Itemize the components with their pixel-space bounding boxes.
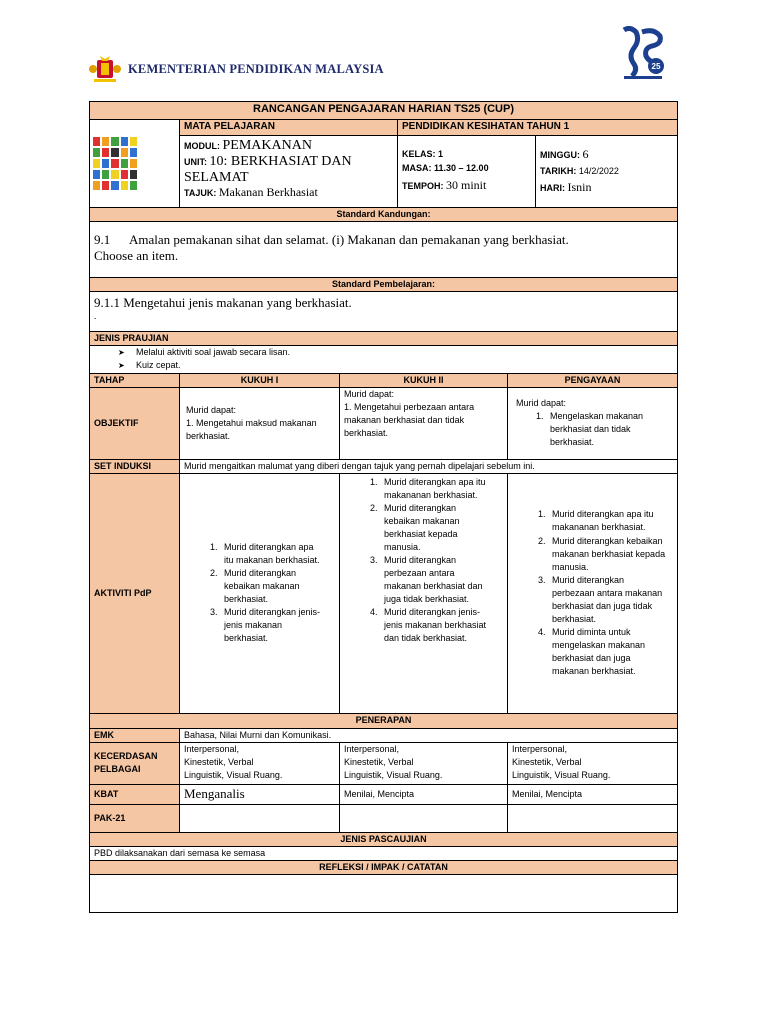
kecerdasan-k2 (340, 742, 508, 784)
kbat-pengayaan: Menilai, Mencipta (508, 784, 678, 804)
pak21-k2 (340, 804, 508, 832)
list-item: 3. Murid diterangkan jenis-jenis makanan berkhasiat. (220, 606, 321, 645)
tempoh-label: TEMPOH: (402, 180, 444, 191)
tarikh-value: 14/2/2022 (578, 165, 619, 176)
kecerdasan-peng-line: Linguistik, Visual Ruang. (512, 769, 611, 780)
kelas-value: 1 (438, 149, 444, 160)
tahap-header: TAHAP (90, 373, 180, 387)
kecerdasan-pengayaan (508, 742, 678, 784)
pak21-pengayaan (508, 804, 678, 832)
minggu-value: 6 (582, 146, 589, 161)
kecerdasan-label (90, 742, 180, 784)
objektif-k2-line: 1. Mengetahui perbezaan antara makanan berkhasiat dan tidak berkhasiat. (344, 401, 475, 438)
kecerdasan-k1-line: Linguistik, Visual Ruang. (184, 769, 283, 780)
list-item: ➤ Kuiz cepat. (118, 359, 673, 372)
malaysia-crest-icon (88, 54, 122, 84)
refleksi-cell (90, 874, 678, 912)
objektif-pengayaan (508, 387, 678, 459)
masa-label: MASA: (402, 163, 432, 174)
class-time-cell (398, 135, 536, 207)
standard-pembelajaran-heading: Standard Pembelajaran: (90, 277, 678, 291)
pascaujian-heading: JENIS PASCAUJIAN (90, 832, 678, 846)
week-date-cell (536, 135, 678, 207)
food-pyramid-image (93, 137, 137, 190)
ts25-logo-icon (620, 26, 666, 80)
kecerdasan-label-line: PELBAGAI (94, 764, 141, 775)
kecerdasan-k2-line: Kinestetik, Verbal (344, 756, 414, 767)
praujian-heading: JENIS PRAUJIAN (90, 331, 678, 345)
modul-value: PEMAKANAN (222, 137, 312, 153)
page-header (88, 52, 678, 88)
modul-label: MODUL: (184, 140, 220, 151)
objektif-k1-line: 1. Mengetahui maksud makanan berkhasiat. (186, 417, 317, 441)
list-item: 1. Murid diterangkan apa itu makanan berkhasiat. (220, 541, 321, 567)
subject-image-cell (90, 120, 180, 208)
objektif-peng-line: Murid dapat: (516, 398, 567, 409)
kukuh2-header: KUKUH II (340, 373, 508, 387)
kbat-k2: Menilai, Mencipta (340, 784, 508, 804)
pak21-label: PAK-21 (90, 804, 180, 832)
kbat-k1: Menganalis (180, 784, 340, 804)
pak21-k1 (180, 804, 340, 832)
emk-text: Bahasa, Nilai Murni dan Komunikasi. (180, 728, 678, 742)
ministry-name: KEMENTERIAN PENDIDIKAN MALAYSIA (128, 62, 384, 76)
refleksi-heading: REFLEKSI / IMPAK / CATATAN (90, 860, 678, 874)
objektif-k2-line: Murid dapat: (344, 388, 395, 399)
kecerdasan-k1-line: Interpersonal, (184, 743, 240, 754)
standard-kandungan-cell (90, 221, 678, 277)
list-item: ➤ Melalui aktiviti soal jawab secara lisan. (118, 346, 673, 359)
list-item: 1. Murid diterangkan apa itu makananan berkhasiat. (380, 476, 489, 502)
praujian-cell (90, 345, 678, 373)
objektif-label: OBJEKTIF (90, 387, 180, 459)
aktiviti-pengayaan (508, 473, 678, 713)
standard-pembelajaran-note: . (94, 311, 97, 322)
aktiviti-k1 (180, 473, 340, 713)
choose-item-text: Choose an item. (94, 248, 179, 264)
list-item: 4. Murid diterangkan jenis-jenis makanan berkhasiat dan tidak berkhasiat. (380, 606, 489, 645)
kecerdasan-k2-line: Interpersonal, (344, 743, 400, 754)
subject-label: MATA PELAJARAN (180, 120, 398, 136)
pascaujian-text: PBD dilaksanakan dari semasa ke semasa (90, 846, 678, 860)
penerapan-heading: PENERAPAN (90, 713, 678, 728)
list-item: 3. Murid diterangkan perbezaan antara makanan berkhasiat dan juga tidak berkhasiat. (380, 554, 489, 606)
list-item: 1. Murid diterangkan apa itu makananan berkhasiat. (548, 508, 669, 534)
kelas-label: KELAS: (402, 149, 436, 160)
objektif-k1 (180, 387, 340, 459)
standard-pembelajaran-cell (90, 291, 678, 331)
set-induksi-label: SET INDUKSI (90, 459, 180, 473)
list-item: 4. Murid diminta untuk mengelaskan makanan berkhasiat dan juga makanan berkhasiat. (548, 626, 669, 678)
pengayaan-header: PENGAYAAN (508, 373, 678, 387)
minggu-label: MINGGU: (540, 149, 580, 160)
list-item: 3. Murid diterangkan perbezaan antara makanan berkhasiat dan juga tidak berkhasiat. (548, 574, 669, 626)
tarikh-label: TARIKH: (540, 165, 577, 176)
standard-kandungan-text: 9.1 Amalan pemakanan sihat dan selamat. (i) Makanan dan pemakanan yang berkhasiat. (94, 231, 569, 247)
page-title: RANCANGAN PENGAJARAN HARIAN TS25 (CUP) (90, 102, 678, 120)
unit-value: 10: BERKHASIAT DAN SELAMAT (184, 153, 352, 185)
kecerdasan-k2-line: Linguistik, Visual Ruang. (344, 769, 443, 780)
standard-kandungan-heading: Standard Kandungan: (90, 207, 678, 221)
subject-value: PENDIDIKAN KESIHATAN TAHUN 1 (398, 120, 678, 136)
list-item: 2. Murid diterangkan kebaikan makanan berkhasiat kepada manusia. (380, 502, 489, 554)
tajuk-value: Makanan Berkhasiat (218, 184, 318, 199)
emk-label: EMK (90, 728, 180, 742)
lesson-plan-table (89, 101, 678, 913)
module-unit-cell (180, 135, 398, 207)
standard-pembelajaran-text: 9.1.1 Mengetahui jenis makanan yang berkhasiat. (94, 294, 352, 310)
kecerdasan-peng-line: Interpersonal, (512, 743, 568, 754)
kecerdasan-k1-line: Kinestetik, Verbal (184, 756, 254, 767)
objektif-k1-line: Murid dapat: (186, 404, 237, 415)
list-item: 2. Murid diterangkan kebaikan makanan berkhasiat kepada manusia. (548, 535, 669, 574)
kecerdasan-peng-line: Kinestetik, Verbal (512, 756, 582, 767)
tempoh-value: 30 minit (446, 177, 487, 192)
set-induksi-text: Murid mengaitkan malumat yang diberi dengan tajuk yang pernah dipelajari sebelum ini. (180, 459, 678, 473)
kbat-label: KBAT (90, 784, 180, 804)
hari-value: Isnin (567, 180, 592, 195)
kecerdasan-label-line: KECERDASAN (94, 751, 158, 762)
praujian-list (94, 346, 673, 372)
tajuk-label: TAJUK: (184, 187, 217, 198)
aktiviti-label: AKTIVITI PdP (90, 473, 180, 713)
hari-label: HARI: (540, 183, 565, 194)
aktiviti-k2 (340, 473, 508, 713)
kukuh1-header: KUKUH I (180, 373, 340, 387)
list-item: 2. Murid diterangkan kebaikan makanan berkhasiat. (220, 567, 321, 606)
kecerdasan-k1 (180, 742, 340, 784)
masa-value: 11.30 – 12.00 (434, 163, 489, 174)
objektif-k2 (340, 387, 508, 459)
list-item: 1. Mengelaskan makanan berkhasiat dan tidak berkhasiat. (546, 410, 673, 449)
svg-text:25: 25 (651, 62, 661, 71)
unit-label: UNIT: (184, 156, 207, 167)
